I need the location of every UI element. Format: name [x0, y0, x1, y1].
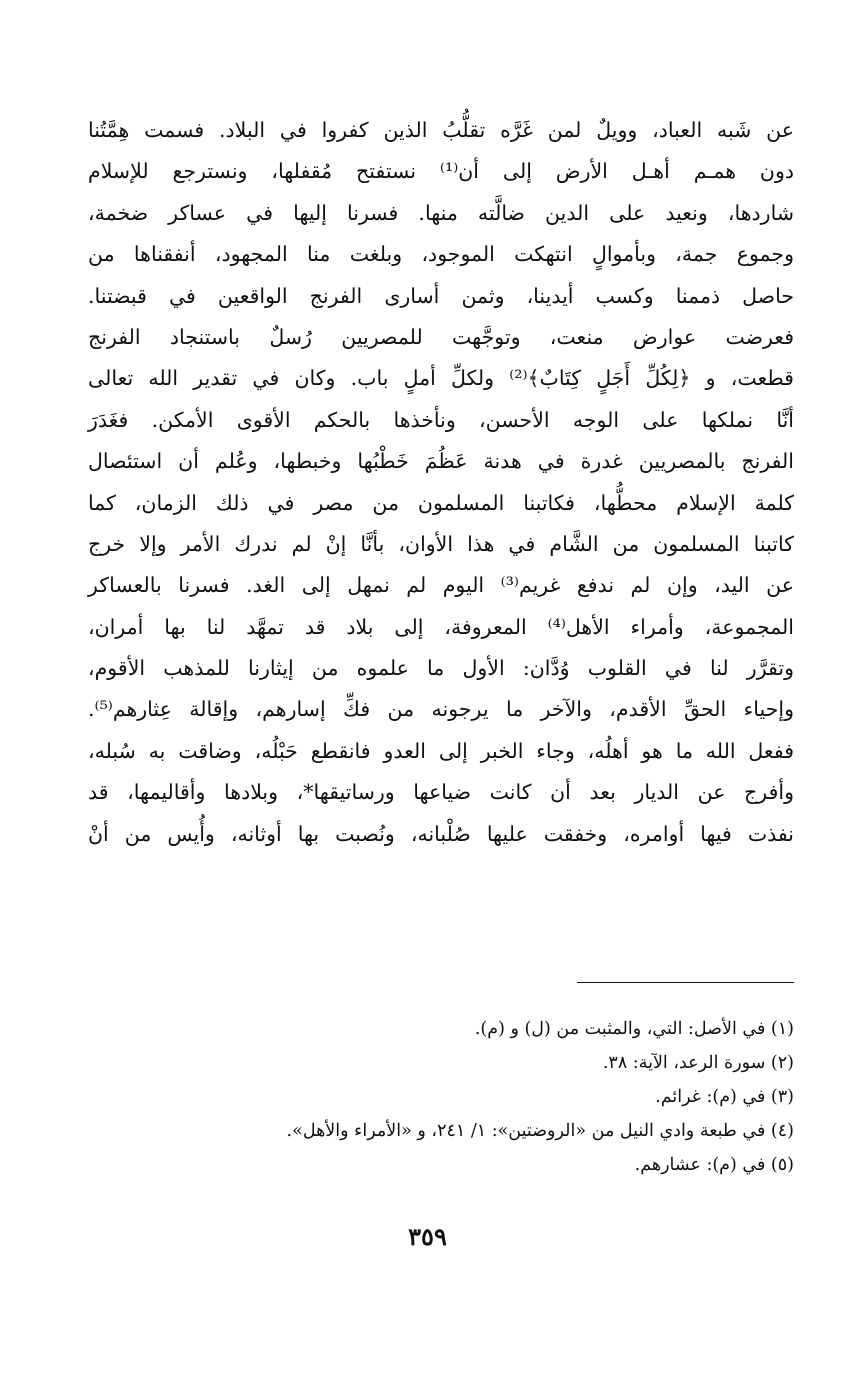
page-number: ٣٥٩: [408, 1222, 447, 1251]
text-line-3: شاردها، ونعيد على الدين ضالَّته منها. فسرنا إليها في عساكر ضخمة،: [88, 200, 794, 225]
text-line-17: وأفرج عن الديار بعد أن كانت ضياعها ورساتيقها*، وبلادها وأقاليمها، قد: [88, 780, 794, 805]
text-line-11: كاتبنا المسلمون من الشَّام في هذا الأوان، بأنَّا إنْ لم ندرك الأمر وإلا خرج: [88, 531, 794, 556]
text-line-7: قطعت، و ﴿لِكُلِّ أَجَلٍ كِتَابٌ﴾⁽²⁾ ولكلِّ أملٍ باب. وكان في تقدير الله تعالى: [88, 366, 794, 391]
text-line-13: المجموعة، وأمراء الأهل⁽⁴⁾ المعروفة، إلى بلاد قد تمهَّد لنا بها أمران،: [88, 614, 794, 639]
text-line-6: فعرضت عوارض منعت، وتوجَّهت للمصريين رُسلٌ باستنجاد الفرنج: [88, 324, 794, 349]
footnote-1: (١) في الأصل: التي، والمثبت من (ل) و (م).: [474, 1019, 794, 1039]
text-line-15: وإحياء الحقِّ الأقدم، والآخر ما يرجونه من فكِّ إسارهم، وإقالة عِثارهم⁽⁵⁾.: [88, 697, 794, 722]
text-line-2: دون همـم أهـل الأرض إلى أن⁽¹⁾ نستفتح مُقفلها، ونسترجع للإسلام: [88, 159, 794, 184]
text-line-5: حاصل ذممنا وكسب أيدينا، وثمن أسارى الفرنج الواقعين في قبضتنا.: [88, 283, 794, 308]
text-line-10: كلمة الإسلام محطُّها، فكاتبنا المسلمون من مصر في ذلك الزمان، كما: [88, 490, 794, 515]
main-text-block: [88, 110, 794, 855]
footnote-2: (٢) سورة الرعد، الآية: ٣٨.: [602, 1053, 794, 1073]
text-line-4: وجموع جمة، وبأموالٍ انتهكت الموجود، وبلغت منا المجهود، أنفقناها من: [88, 242, 794, 267]
footnotes-block: [88, 1012, 794, 1182]
footnote-5: (٥) في (م): عشارهم.: [634, 1155, 794, 1175]
text-line-18: نفذت فيها أوامره، وخفقت عليها صُلْبانه، ونُصبت بها أوثانه، وأُيس من أنْ: [88, 821, 794, 846]
text-line-9: الفرنج بالمصريين غدرة في هدنة عَظُمَ خَطْبُها وخبطها، وعُلم أن استئصال: [88, 449, 794, 474]
text-line-1: عن شَبه العباد، وويلٌ لمن غَرَّه تقلُّبُ الذين كفروا في البلاد. فسمت هِمَّتُنا: [88, 118, 794, 142]
footnote-separator: [577, 982, 794, 983]
footnote-3: (٣) في (م): غرائم.: [655, 1087, 794, 1107]
text-line-8: أنَّا نملكها على الوجه الأحسن، ونأخذها بالحكم الأقوى الأمكن. فغَدَرَ: [88, 407, 794, 432]
text-line-14: وتقرَّر لنا في القلوب وُدَّان: الأول ما علموه من إيثارنا للمذهب الأقوم،: [88, 656, 794, 681]
text-line-16: ففعل الله ما هو أهلُه، وجاء الخبر إلى العدو فانقطع حَبْلُه، وضاقت به سُبله،: [88, 738, 794, 763]
footnote-4: (٤) في طبعة وادي النيل من «الروضتين»: ١/ ٢٤١، و «الأمراء والأهل».: [286, 1121, 794, 1141]
text-line-12: عن اليد، وإن لم ندفع غريم⁽³⁾ اليوم لم نمهل إلى الغد. فسرنا بالعساكر: [88, 573, 794, 598]
